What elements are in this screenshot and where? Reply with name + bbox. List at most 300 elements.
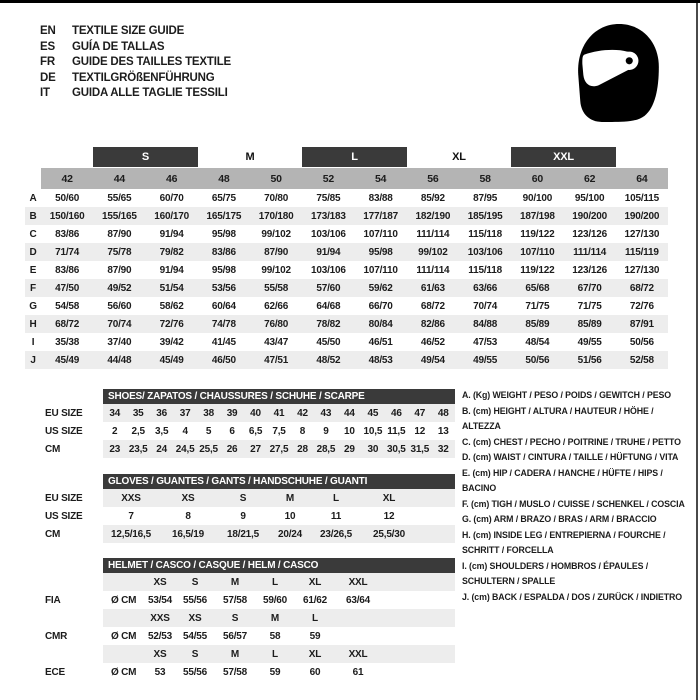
helmet-size-header: XS bbox=[175, 609, 215, 627]
size-value: 83/86 bbox=[55, 228, 80, 240]
helmet-size-value: 61/62 bbox=[302, 594, 328, 606]
helmet-size-value: 58 bbox=[269, 630, 281, 642]
measurement-row bbox=[25, 297, 668, 315]
size-value: 87/90 bbox=[107, 228, 132, 240]
measurement-row bbox=[25, 225, 668, 243]
spacer-cell bbox=[25, 609, 103, 627]
row-letter: E bbox=[29, 264, 37, 276]
gloves-table-body bbox=[25, 489, 455, 543]
helmet-size-header: XS bbox=[145, 573, 175, 591]
size-value: 41/45 bbox=[211, 336, 236, 348]
size-value: 71/75 bbox=[577, 300, 602, 312]
size-value: 62/66 bbox=[264, 300, 289, 312]
size-value: 91/94 bbox=[159, 264, 184, 276]
size-value: 45/50 bbox=[316, 336, 341, 348]
size-value: 46/52 bbox=[420, 336, 445, 348]
legend-item: A. (Kg) WEIGHT / PESO / POIDS / GEWITCH / PESO bbox=[462, 390, 671, 400]
helmet-size-value: 59 bbox=[269, 666, 281, 678]
helmet-table-body bbox=[25, 573, 455, 681]
size-value: 71/74 bbox=[55, 246, 80, 258]
gloves-size-table bbox=[25, 474, 455, 543]
helmet-table-title: HELMET / CASCO / CASQUE / HELM / CASCO bbox=[103, 558, 455, 573]
size-value: 30,5 bbox=[385, 440, 408, 458]
size-value: 59/62 bbox=[368, 282, 393, 294]
racing-helmet-icon bbox=[570, 22, 662, 124]
helmet-size-header: XL bbox=[295, 573, 335, 591]
language-title: GUIDA ALLE TAGLIE TESSILI bbox=[72, 87, 228, 100]
size-value: 87/91 bbox=[629, 318, 654, 330]
size-value: 182/190 bbox=[415, 210, 451, 222]
row-label: EU SIZE bbox=[45, 492, 83, 504]
size-value: 155/165 bbox=[102, 210, 137, 222]
size-value: 85/89 bbox=[525, 318, 550, 330]
row-label: CM bbox=[45, 443, 61, 455]
spacer-cell bbox=[25, 645, 103, 663]
size-value: 123/126 bbox=[572, 228, 607, 240]
size-value: 65/68 bbox=[525, 282, 550, 294]
measurement-row bbox=[25, 261, 668, 279]
size-value: 42 bbox=[291, 404, 314, 422]
size-value: 40 bbox=[244, 404, 267, 422]
size-value: 170/180 bbox=[258, 210, 294, 222]
size-value: 80/84 bbox=[368, 318, 393, 330]
size-value: XL bbox=[361, 489, 417, 507]
size-value: 39 bbox=[220, 404, 243, 422]
spacer-cell bbox=[103, 609, 145, 627]
legend-item: B. (cm) HEIGHT / ALTURA / HAUTEUR / HÖHE / ALTEZZA bbox=[462, 405, 654, 431]
size-value: 47 bbox=[408, 404, 431, 422]
standard-label: ECE bbox=[45, 666, 65, 678]
filler-cell bbox=[381, 609, 455, 627]
helmet-size-header: L bbox=[255, 573, 295, 591]
size-value: 16,5/19 bbox=[159, 525, 217, 543]
helmet-size-header: XL bbox=[295, 645, 335, 663]
size-group-label: XL bbox=[452, 151, 466, 163]
standard-label: CMR bbox=[45, 630, 68, 642]
table-row bbox=[25, 422, 455, 440]
filler-cell bbox=[417, 525, 455, 543]
helmet-size-header: XS bbox=[145, 645, 175, 663]
size-value: 68/72 bbox=[420, 300, 445, 312]
size-value: 99/102 bbox=[261, 228, 291, 240]
helmet-size-value bbox=[335, 627, 381, 645]
language-code: FR bbox=[40, 56, 55, 69]
row-label: US SIZE bbox=[45, 510, 83, 522]
helmet-size-table bbox=[25, 558, 455, 681]
size-value: 49/54 bbox=[420, 354, 445, 366]
helmet-size-value: 61 bbox=[352, 666, 364, 678]
size-value: 18/21,5 bbox=[217, 525, 269, 543]
size-value: 95/98 bbox=[211, 228, 236, 240]
language-code: IT bbox=[40, 87, 50, 100]
helmet-size-value: 57/58 bbox=[222, 666, 248, 678]
size-number-row bbox=[25, 168, 668, 189]
table-row bbox=[25, 440, 455, 458]
shoes-table-title: SHOES/ ZAPATOS / CHAUSSURES / SCHUHE / SCARPE bbox=[103, 389, 455, 404]
row-letter: H bbox=[29, 318, 37, 330]
language-row bbox=[40, 55, 231, 71]
size-value: 190/200 bbox=[624, 210, 660, 222]
size-column-header: 56 bbox=[407, 168, 459, 189]
size-value: 115/118 bbox=[468, 264, 502, 276]
size-value: 99/102 bbox=[261, 264, 291, 276]
size-value: 90/100 bbox=[522, 192, 553, 204]
size-value: 43/47 bbox=[264, 336, 289, 348]
language-title: GUÍA DE TALLAS bbox=[72, 40, 165, 53]
language-row bbox=[40, 86, 231, 102]
size-value: 31,5 bbox=[408, 440, 431, 458]
size-value: 3,5 bbox=[155, 425, 169, 437]
language-row bbox=[40, 71, 231, 87]
size-value: XXS bbox=[103, 489, 159, 507]
legend-item: J. (cm) BACK / ESPALDA / DOS / ZURÜCK / INDIETRO bbox=[462, 591, 683, 602]
size-value: 71/75 bbox=[525, 300, 550, 312]
size-value: 13 bbox=[437, 425, 449, 437]
table-row bbox=[25, 525, 455, 543]
size-value: 48 bbox=[432, 404, 455, 422]
measurement-row bbox=[25, 243, 668, 261]
size-value: 107/110 bbox=[520, 246, 555, 258]
size-value: 85/92 bbox=[420, 192, 445, 204]
row-label: EU SIZE bbox=[45, 407, 83, 419]
size-value: 103/106 bbox=[311, 264, 346, 276]
size-value: 52/58 bbox=[629, 354, 654, 366]
size-value: 41 bbox=[267, 404, 290, 422]
size-value: 27,5 bbox=[267, 440, 290, 458]
helmet-size-header: M bbox=[255, 609, 295, 627]
size-value: 63/66 bbox=[473, 282, 498, 294]
table-row bbox=[25, 489, 455, 507]
size-value: 6,5 bbox=[248, 425, 263, 437]
size-value: 127/130 bbox=[624, 264, 660, 276]
size-value: 10 bbox=[284, 510, 296, 522]
helmet-size-value: 53/54 bbox=[147, 594, 173, 606]
size-value: 87/90 bbox=[264, 246, 289, 258]
size-value: 12,5/16,5 bbox=[103, 525, 159, 543]
racing-helmet-icon bbox=[570, 22, 662, 124]
language-code: ES bbox=[40, 40, 55, 53]
size-value: 10,5 bbox=[363, 425, 383, 437]
size-value: 25,5 bbox=[197, 440, 220, 458]
helmet-size-value: 53 bbox=[154, 666, 166, 678]
size-value: 60/64 bbox=[211, 300, 236, 312]
size-value: 68/72 bbox=[629, 282, 654, 294]
size-value: 45 bbox=[361, 404, 384, 422]
size-value: 6 bbox=[229, 425, 235, 437]
size-value: 24 bbox=[150, 440, 173, 458]
size-value: 150/160 bbox=[49, 210, 85, 222]
filler-cell bbox=[381, 573, 455, 591]
size-value: 70/74 bbox=[107, 318, 132, 330]
size-value: 9 bbox=[323, 425, 329, 437]
spacer-cell bbox=[103, 645, 145, 663]
size-value: 82/86 bbox=[420, 318, 445, 330]
table-row bbox=[25, 507, 455, 525]
size-value: 115/119 bbox=[625, 246, 659, 258]
size-value: 45/49 bbox=[159, 354, 184, 366]
row-letter: F bbox=[30, 282, 36, 294]
helmet-size-header bbox=[335, 609, 381, 627]
size-value: 103/106 bbox=[467, 246, 503, 258]
size-value: 70/80 bbox=[264, 192, 289, 204]
legend-item: G. (cm) ARM / BRAZO / BRAS / ARM / BRACCIO bbox=[462, 514, 657, 524]
size-value: 26 bbox=[220, 440, 243, 458]
helmet-size-header: S bbox=[175, 573, 215, 591]
size-value: 67/70 bbox=[577, 282, 602, 294]
size-value: 27 bbox=[244, 440, 267, 458]
right-border-line bbox=[696, 3, 698, 700]
helmet-values-row bbox=[25, 663, 455, 681]
helmet-size-header: S bbox=[175, 645, 215, 663]
helmet-size-value: 59 bbox=[309, 630, 321, 642]
size-value: 83/88 bbox=[368, 192, 393, 204]
language-title: TEXTILE SIZE GUIDE bbox=[72, 25, 185, 37]
size-column-header: 62 bbox=[564, 168, 616, 189]
legend-item: C. (cm) CHEST / PECHO / POITRINE / TRUHE / PETTO bbox=[462, 436, 681, 447]
size-column-header: 46 bbox=[146, 168, 198, 189]
helmet-size-value: 55/56 bbox=[182, 594, 208, 606]
size-column-header: 48 bbox=[198, 168, 250, 189]
size-value: M bbox=[269, 489, 311, 507]
size-column-header: 64 bbox=[616, 168, 668, 189]
helmet-size-header: XXL bbox=[335, 645, 381, 663]
standard-label: FIA bbox=[45, 594, 61, 606]
size-group-label: XXL bbox=[511, 147, 616, 167]
size-value: 83/86 bbox=[55, 264, 80, 276]
filler-cell bbox=[417, 489, 455, 507]
size-value: 60/70 bbox=[159, 192, 184, 204]
row-letter: I bbox=[31, 336, 35, 348]
helmet-size-value: 60 bbox=[309, 666, 321, 678]
helmet-size-header: XXL bbox=[335, 573, 381, 591]
size-value: 32 bbox=[432, 440, 455, 458]
size-value: 12 bbox=[414, 425, 426, 437]
size-value: 51/56 bbox=[577, 354, 602, 366]
helmet-sizes-row bbox=[25, 645, 455, 663]
size-value: 91/94 bbox=[159, 228, 184, 240]
helmet-size-header: M bbox=[215, 645, 255, 663]
row-label: CM bbox=[45, 528, 61, 540]
top-border-line bbox=[0, 0, 700, 3]
row-letter: A bbox=[29, 192, 37, 204]
size-value: 44/48 bbox=[107, 354, 132, 366]
helmet-size-value: 54/55 bbox=[182, 630, 208, 642]
size-value: 35 bbox=[126, 404, 149, 422]
size-value: 87/90 bbox=[107, 264, 132, 276]
language-row bbox=[40, 24, 231, 40]
diameter-label: Ø CM bbox=[111, 594, 137, 606]
size-value: 105/115 bbox=[624, 192, 659, 204]
filler-cell bbox=[381, 627, 455, 645]
size-value: 20/24 bbox=[269, 525, 311, 543]
language-row bbox=[40, 40, 231, 56]
row-letter: J bbox=[30, 354, 36, 366]
size-value: 99/102 bbox=[418, 246, 448, 258]
legend-item: F. (cm) TIGH / MUSLO / CUISSE / SCHENKEL / COSCIA bbox=[462, 498, 685, 509]
size-value: 12 bbox=[383, 510, 395, 522]
size-value: 187/198 bbox=[520, 210, 555, 222]
size-value: 46 bbox=[385, 404, 408, 422]
shoes-table-body bbox=[25, 404, 455, 458]
legend-item: D. (cm) WAIST / CINTURA / TAILLE / HÜFTUNG / VITA bbox=[462, 452, 679, 462]
size-value: 95/100 bbox=[574, 192, 605, 204]
size-value: 36 bbox=[150, 404, 173, 422]
size-value: 95/98 bbox=[368, 246, 393, 258]
filler-cell bbox=[381, 663, 455, 681]
helmet-size-value: 56/57 bbox=[222, 630, 248, 642]
measurement-row bbox=[25, 315, 668, 333]
spacer-cell bbox=[25, 573, 103, 591]
size-value: 87/95 bbox=[473, 192, 498, 204]
helmet-values-row bbox=[25, 591, 455, 609]
size-value: 34 bbox=[103, 404, 126, 422]
size-value: 65/75 bbox=[211, 192, 236, 204]
helmet-size-header: L bbox=[295, 609, 335, 627]
helmet-size-header: M bbox=[215, 573, 255, 591]
size-value: 30 bbox=[361, 440, 384, 458]
row-letter: C bbox=[29, 228, 37, 240]
size-value: 165/175 bbox=[206, 210, 242, 222]
filler-cell bbox=[381, 591, 455, 609]
size-value: 49/55 bbox=[473, 354, 498, 366]
size-value: 28,5 bbox=[314, 440, 337, 458]
row-letter: G bbox=[29, 300, 37, 312]
size-column-header: 58 bbox=[459, 168, 511, 189]
measurement-row bbox=[25, 279, 668, 297]
size-group-row bbox=[25, 147, 668, 167]
size-column-header: 60 bbox=[511, 168, 563, 189]
size-value: 49/52 bbox=[107, 282, 132, 294]
diameter-label: Ø CM bbox=[111, 630, 137, 642]
size-value: 23/26,5 bbox=[311, 525, 361, 543]
measurement-row bbox=[25, 207, 668, 225]
size-value: 74/78 bbox=[211, 318, 236, 330]
helmet-size-value: 55/56 bbox=[182, 666, 208, 678]
size-value: 49/55 bbox=[577, 336, 602, 348]
size-value: 103/106 bbox=[311, 228, 346, 240]
size-value: 56/60 bbox=[107, 300, 132, 312]
size-value: 64/68 bbox=[316, 300, 341, 312]
size-value: 24,5 bbox=[173, 440, 196, 458]
size-value: 95/98 bbox=[211, 264, 236, 276]
size-value: 127/130 bbox=[624, 228, 660, 240]
size-value: 68/72 bbox=[55, 318, 80, 330]
size-value: 10 bbox=[344, 425, 355, 437]
filler-cell bbox=[417, 507, 455, 525]
size-value: 47/53 bbox=[473, 336, 498, 348]
size-value: 50/56 bbox=[525, 354, 550, 366]
size-column-header: 52 bbox=[302, 168, 354, 189]
size-value: 51/54 bbox=[159, 282, 184, 294]
size-value: 2 bbox=[112, 425, 118, 437]
size-value: 46/51 bbox=[368, 336, 393, 348]
size-value: 75/85 bbox=[316, 192, 341, 204]
spacer-cell bbox=[103, 573, 145, 591]
size-value: 47/50 bbox=[55, 282, 80, 294]
helmet-size-value: 59/60 bbox=[262, 594, 288, 606]
row-letter: D bbox=[29, 246, 37, 258]
size-value: 72/76 bbox=[159, 318, 184, 330]
row-label: US SIZE bbox=[45, 425, 83, 437]
size-column-header: 50 bbox=[250, 168, 302, 189]
size-column-header: 42 bbox=[41, 168, 93, 189]
measurement-row bbox=[25, 351, 668, 369]
size-value: 75/78 bbox=[107, 246, 132, 258]
size-group-label: L bbox=[302, 147, 407, 167]
helmet-sizes-row bbox=[25, 609, 455, 627]
helmet-size-value: 57/58 bbox=[222, 594, 248, 606]
size-value: 7 bbox=[128, 510, 134, 522]
size-value: 45/49 bbox=[55, 354, 80, 366]
size-group-label: M bbox=[245, 151, 255, 163]
size-value: 111/114 bbox=[416, 264, 450, 276]
size-value: 83/86 bbox=[211, 246, 236, 258]
size-group-label: S bbox=[93, 147, 198, 167]
size-value: 53/56 bbox=[211, 282, 236, 294]
measurement-row bbox=[25, 333, 668, 351]
size-value: 37/40 bbox=[107, 336, 132, 348]
size-value: 46/50 bbox=[211, 354, 236, 366]
size-value: 11,5 bbox=[387, 425, 406, 437]
size-value: 48/54 bbox=[525, 336, 550, 348]
size-value: 115/118 bbox=[468, 228, 502, 240]
size-value: 190/200 bbox=[572, 210, 607, 222]
size-value: 55/65 bbox=[107, 192, 132, 204]
size-value: 119/122 bbox=[520, 264, 555, 276]
size-value: 39/42 bbox=[159, 336, 184, 348]
measurement-legend bbox=[462, 388, 690, 605]
size-value: 38 bbox=[197, 404, 220, 422]
helmet-sizes-row bbox=[25, 573, 455, 591]
size-value: 57/60 bbox=[316, 282, 341, 294]
size-value: 72/76 bbox=[629, 300, 654, 312]
size-value: 37 bbox=[173, 404, 196, 422]
row-letter: B bbox=[29, 210, 37, 222]
table-row bbox=[25, 404, 455, 422]
size-value: 185/195 bbox=[467, 210, 503, 222]
size-value: 8 bbox=[299, 425, 306, 437]
size-value: 44 bbox=[338, 404, 361, 422]
shoes-size-table bbox=[25, 389, 455, 458]
size-value: 76/80 bbox=[264, 318, 289, 330]
size-value: 50/56 bbox=[629, 336, 654, 348]
helmet-size-header: L bbox=[255, 645, 295, 663]
size-value: 8 bbox=[185, 510, 191, 522]
size-column-header: 44 bbox=[93, 168, 145, 189]
language-title: GUIDE DES TAILLES TEXTILE bbox=[72, 56, 231, 69]
size-value: 177/187 bbox=[363, 210, 398, 222]
size-value: 55/58 bbox=[264, 282, 289, 294]
helmet-size-header: XXS bbox=[145, 609, 175, 627]
size-value: 9 bbox=[240, 510, 246, 522]
size-value: 58/62 bbox=[159, 300, 184, 312]
language-code: EN bbox=[40, 25, 56, 37]
size-value: 160/170 bbox=[154, 210, 189, 222]
size-value: 43 bbox=[314, 404, 337, 422]
size-value: 2,5 bbox=[131, 425, 145, 437]
size-value: 4 bbox=[182, 425, 188, 437]
legend-item: E. (cm) HIP / CADERA / HANCHE / HÜFTE / HIPS / BACINO bbox=[462, 467, 663, 493]
size-value: 119/122 bbox=[520, 228, 555, 240]
language-title: TEXTILGRÖßENFÜHRUNG bbox=[72, 71, 215, 84]
size-value: 50/60 bbox=[55, 192, 80, 204]
size-value: 70/74 bbox=[473, 300, 498, 312]
size-value: 28 bbox=[291, 440, 314, 458]
size-value: 47/51 bbox=[264, 354, 289, 366]
legend-item: I. (cm) SHOULDERS / HOMBROS / ÉPAULES / SCHULTERN / SPALLE bbox=[462, 560, 649, 586]
size-value: 111/114 bbox=[573, 246, 607, 258]
size-value: 173/183 bbox=[311, 210, 346, 222]
